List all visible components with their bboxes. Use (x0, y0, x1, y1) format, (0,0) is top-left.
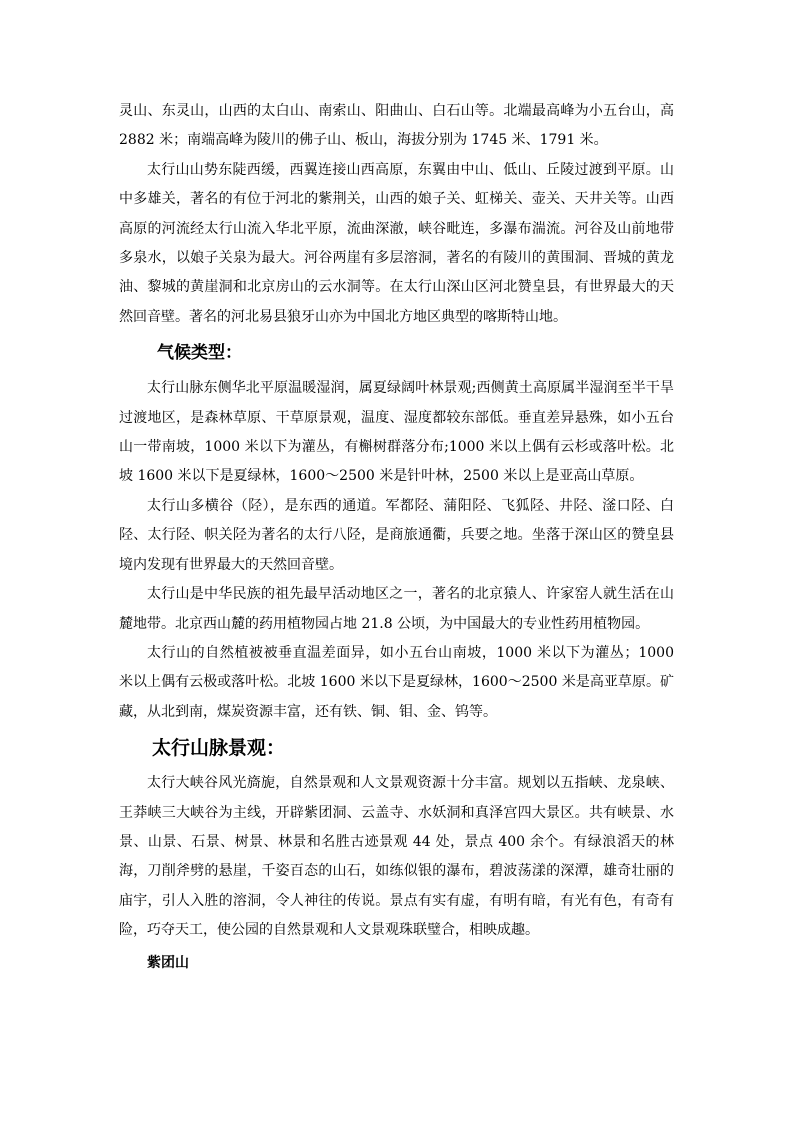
paragraph-peaks: 灵山、东灵山，山西的太白山、南索山、阳曲山、白石山等。北端最高峰为小五台山，高 2882 米；南端高峰为陵川的佛子山、板山，海拔分别为 1745 米、1791 米。 (119, 103, 674, 149)
paragraph-vegetation: 太行山的自然植被被垂直温差面异，如小五台山南坡，1000 米以下为灌丛；1000 米以上偶有云极或落叶松。北坡 1600 米以下是夏绿林，1600～2500 米是高亚草原。矿藏，从北到南，煤炭资源丰富，还有铁、铜、钼、金、钨等。 (119, 644, 674, 720)
paragraph-climate: 太行山脉东侧华北平原温暖湿润，属夏绿阔叶林景观;西侧黄土高原属半湿润至半干旱过渡地区，是森林草原、干草原景观，温度、湿度都较东部低。垂直差异悬殊，如小五台山一带南坡，1000 米以下为灌丛，有槲树群落分布;1000 米以上偶有云杉或落叶松。北坡 1600 米以下是夏绿林，1600～2500 米是针叶林，2500 米以上是亚高山草原。 (119, 380, 674, 485)
paragraph-terrain: 太行山山势东陡西缓，西翼连接山西高原，东翼由中山、低山、丘陵过渡到平原。山中多雄关，著名的有位于河北的紫荆关，山西的娘子关、虹梯关、壶关、天井关等。山西高原的河流经太行山流入华北平原，流曲深澈，峡谷毗连，多瀑布湍流。河谷及山前地带多泉水，以娘子关泉为最大。河谷两崖有多层溶洞，著名的有陵川的黄围洞、晋城的黄龙油、黎城的黄崖洞和北京房山的云水洞等。在太行山深山区河北赞皇县，有世界最大的天然回音壁。著名的河北易县狼牙山亦为中国北方地区典型的喀斯特山地。 (119, 161, 674, 325)
document-body (119, 97, 674, 982)
subsection-heading-zituanshan: 紫团山 (147, 954, 189, 971)
section-heading-climate: 气候类型： (157, 343, 242, 364)
paragraph-history: 太行山是中华民族的祖先最早活动地区之一，著名的北京猿人、许家窑人就生活在山麓地带。北京西山麓的药用植物园占地 21.8 公顷，为中国最大的专业性药用植物园。 (119, 586, 674, 632)
section-heading-landscape: 太行山脉景观： (152, 737, 286, 760)
paragraph-passes: 太行山多横谷（陉），是东西的通道。军都陉、蒲阳陉、飞狐陉、井陉、滏口陉、白陉、太行陉、帜关陉为著名的太行八陉，是商旅通衢，兵要之地。坐落于深山区的赞皇县境内发现有世界最大的天然回音壁。 (119, 497, 674, 573)
paragraph-landscape: 太行大峡谷风光旖旎，自然景观和人文景观资源十分丰富。规划以五指峡、龙泉峡、王莽峡三大峡谷为主线，开辟紫团洞、云盖寺、水妖洞和真泽宫四大景区。共有峡景、水景、山景、石景、树景、林景和名胜古迹景观 44 处，景点 400 余个。有绿浪滔天的林海，刀削斧劈的悬崖，千姿百态的山石，如练似银的瀑布，碧波荡漾的深潭，雄奇壮丽的庙宇，引人入胜的溶洞，令人神往的传说。景点有实有虚，有明有暗，有光有色，有奇有险，巧夺天工，使公园的自然景观和人文景观珠联璧合，相映成趣。 (119, 775, 674, 939)
